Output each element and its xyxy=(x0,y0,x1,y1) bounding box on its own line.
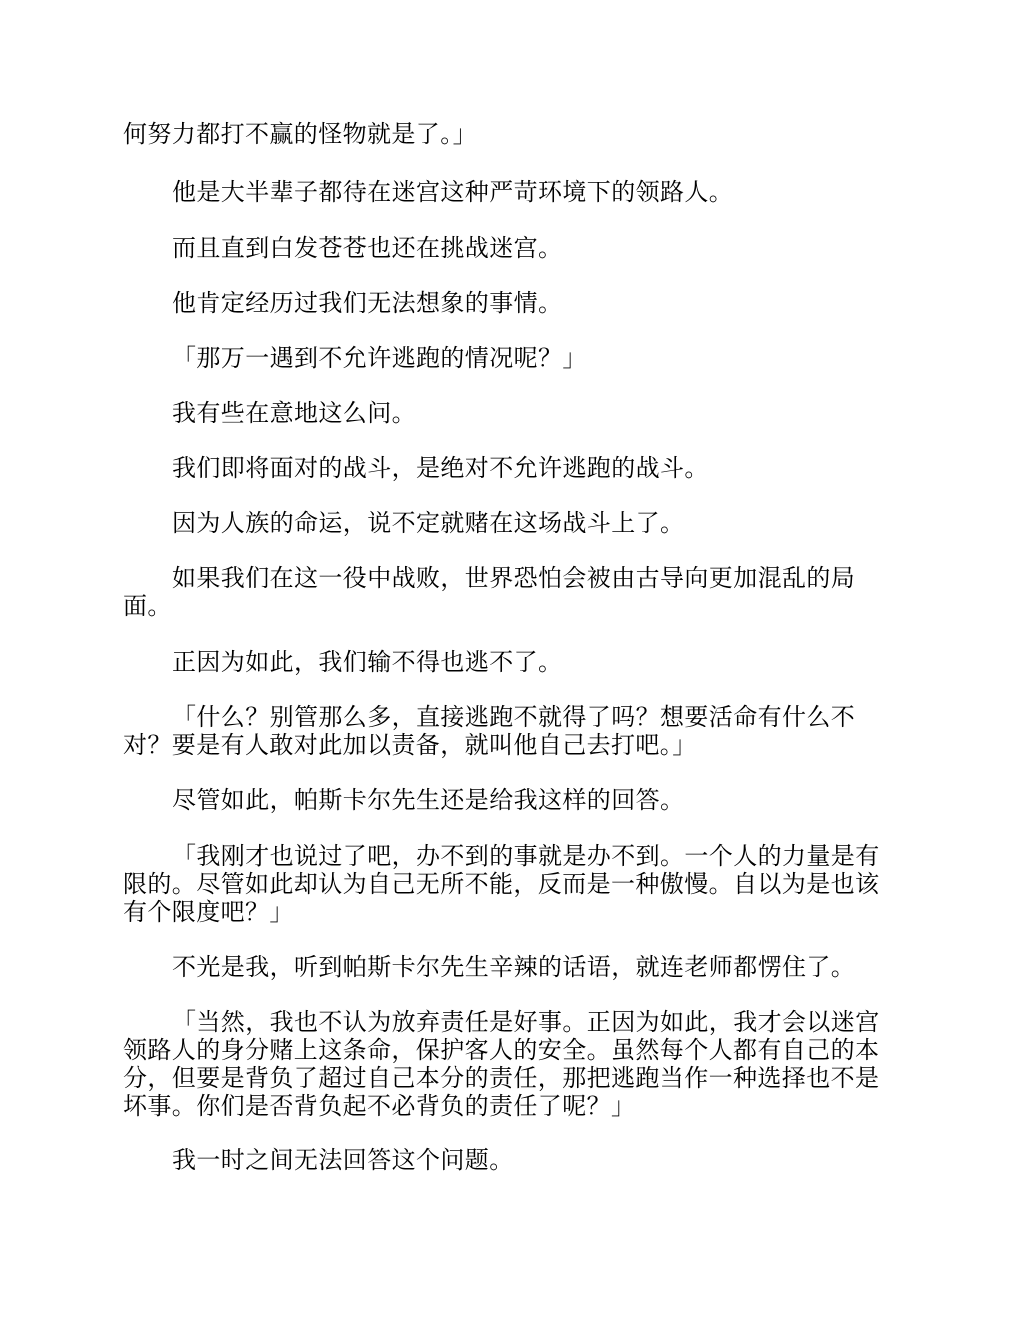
text-line: 何努力都打不赢的怪物就是了。」 xyxy=(123,120,477,148)
paragraph-2 xyxy=(123,178,733,206)
text-line: 对？要是有人敢对此加以责备，就叫他自己去打吧。」 xyxy=(123,731,697,759)
text-line: 如果我们在这一役中战败，世界恐怕会被由古导向更加混乱的局 xyxy=(172,564,856,592)
text-line: 他是大半辈子都待在迷宫这种严苛环境下的领路人。 xyxy=(172,178,734,206)
text-line: 领路人的身分赌上这条命，保护客人的安全。虽然每个人都有自己的本 xyxy=(123,1036,880,1064)
paragraph-12 xyxy=(123,786,684,814)
text-line: 正因为如此，我们输不得也逃不了。 xyxy=(172,648,563,676)
text-line: 我有些在意地这么问。 xyxy=(172,399,416,427)
paragraph-6 xyxy=(123,399,416,427)
text-line: 而且直到白发苍苍也还在挑战迷宫。 xyxy=(172,234,563,262)
paragraph-3 xyxy=(123,234,562,262)
text-line: 不光是我，听到帕斯卡尔先生辛辣的话语，就连老师都愣住了。 xyxy=(172,953,856,981)
paragraph-5 xyxy=(123,344,587,372)
text-line: 面。 xyxy=(123,592,172,620)
paragraph-9 xyxy=(123,564,855,620)
paragraph-1 xyxy=(123,120,477,148)
paragraph-14 xyxy=(123,953,855,981)
text-line: 「当然，我也不认为放弃责任是好事。正因为如此，我才会以迷宫 xyxy=(172,1008,880,1036)
paragraph-11 xyxy=(123,703,855,759)
paragraph-15 xyxy=(123,1008,880,1120)
paragraph-10 xyxy=(123,648,562,676)
text-line: 分，但要是背负了超过自己本分的责任，那把逃跑当作一种选择也不是 xyxy=(123,1064,880,1092)
paragraph-4 xyxy=(123,289,562,317)
text-line: 「什么？别管那么多，直接逃跑不就得了吗？想要活命有什么不 xyxy=(172,703,856,731)
text-line: 我一时之间无法回答这个问题。 xyxy=(172,1146,514,1174)
paragraph-7 xyxy=(123,454,709,482)
paragraph-8 xyxy=(123,509,684,537)
text-line: 我们即将面对的战斗，是绝对不允许逃跑的战斗。 xyxy=(172,454,709,482)
text-line: 限的。尽管如此却认为自己无所不能，反而是一种傲慢。自以为是也该 xyxy=(123,870,880,898)
text-line: 坏事。你们是否背负起不必背负的责任了呢？」 xyxy=(123,1092,636,1120)
paragraph-13 xyxy=(123,842,880,926)
text-line: 尽管如此，帕斯卡尔先生还是给我这样的回答。 xyxy=(172,786,685,814)
text-line: 因为人族的命运，说不定就赌在这场战斗上了。 xyxy=(172,509,685,537)
paragraph-16 xyxy=(123,1146,514,1174)
text-line: 「我刚才也说过了吧，办不到的事就是办不到。一个人的力量是有 xyxy=(172,842,880,870)
text-line: 有个限度吧？」 xyxy=(123,898,294,926)
text-line: 「那万一遇到不允许逃跑的情况呢？」 xyxy=(172,344,587,372)
text-line: 他肯定经历过我们无法想象的事情。 xyxy=(172,289,563,317)
